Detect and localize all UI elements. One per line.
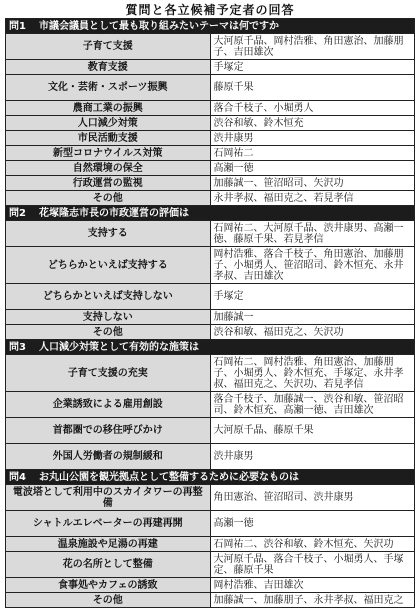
table-row [6,552,415,578]
table-row [6,34,415,60]
question-text: お丸山公園を観光拠点として整備するために必要なものは [39,471,299,483]
option-label: 自然環境の保全 [6,161,211,176]
option-label: 農商工業の振興 [6,101,211,116]
answer-candidates: 高瀬一徳 [210,511,415,537]
answer-candidates: 渋谷和敏、福田克之、矢沢功 [210,325,415,340]
answer-candidates: 岡村浩雅、吉田雄次 [210,578,415,593]
question-header-4 [6,470,415,485]
question-number: 問2 [9,207,26,219]
qa-table [5,18,415,608]
question-text: 市議会議員として最も取り組みたいテーマは何ですか [39,20,279,32]
option-label: 行政運営の監視 [6,176,211,191]
answer-candidates: 石岡祐二、渋谷和敏、鈴木恒充、矢沢功 [210,537,415,552]
answer-candidates: 大河原千晶、岡村浩雅、角田憲治、加藤朋子、吉田雄次 [210,34,415,60]
answer-candidates: 大河原千晶、藤原千果 [210,418,415,444]
answer-candidates: 石岡祐二、大河原千晶、渋井康男、高瀬一徳、藤原千果、若見孝信 [210,221,415,247]
table-row [6,284,415,310]
option-label: 温泉施設や足湯の再建 [6,537,211,552]
question-header-cell [6,340,415,355]
answer-candidates: 落合千枝子、小堀勇人 [210,101,415,116]
question-header-3 [6,340,415,355]
answer-candidates: 渋井康男 [210,444,415,470]
answer-candidates: 石岡祐二 [210,146,415,161]
table-row [6,75,415,101]
page-title: 質問と各立候補予定者の回答 [125,3,295,17]
option-label: その他 [6,191,211,206]
table-row [6,511,415,537]
question-header-cell [6,19,415,34]
question-number: 問1 [9,20,26,32]
table-row [6,325,415,340]
question-number: 問3 [9,341,26,353]
answer-candidates: 藤原千果 [210,75,415,101]
answer-candidates: 石岡祐二、岡村浩雅、角田憲治、加藤朋子、小堀勇人、鈴木恒充、手塚定、永井孝叔、福田克之、矢沢功、若見孝信 [210,355,415,392]
question-header-2 [6,206,415,221]
table-row [6,392,415,418]
table-row [6,176,415,191]
option-label: 新型コロナウイルス対策 [6,146,211,161]
option-label: 人口減少対策 [6,116,211,131]
option-label: その他 [6,325,211,340]
answer-candidates: 落合千枝子、加藤誠一、渋谷和敏、笹沼昭司、鈴木恒充、高瀬一徳、吉田雄次 [210,392,415,418]
table-row [6,146,415,161]
table-row [6,578,415,593]
table-row [6,355,415,392]
table-row [6,60,415,75]
option-label: その他 [6,593,211,608]
table-row [6,247,415,284]
answer-candidates: 永井孝叔、福田克之、若見孝信 [210,191,415,206]
table-row [6,191,415,206]
answer-candidates: 渋谷和敏、鈴木恒充 [210,116,415,131]
table-row [6,418,415,444]
option-label: どちらかといえば支持する [6,247,211,284]
question-text: 花塚隆志市長の市政運営の評価は [39,207,189,219]
option-label: 電波塔として利用中のスカイタワーの再整備 [6,485,211,511]
table-row [6,444,415,470]
option-label: 外国人労働者の規制緩和 [6,444,211,470]
answer-candidates: 加藤誠一、加藤朋子、永井孝叔、福田克之 [210,593,415,608]
option-label: シャトルエレベーターの再建再開 [6,511,211,537]
answer-candidates: 大河原千晶、落合千枝子、小堀勇人、手塚定、藤原千果 [210,552,415,578]
option-label: 教育支援 [6,60,211,75]
answer-candidates: 加藤誠一 [210,310,415,325]
question-header-1 [6,19,415,34]
option-label: 文化・芸術・スポーツ振興 [6,75,211,101]
option-label: 企業誘致による雇用創設 [6,392,211,418]
option-label: 子育て支援 [6,34,211,60]
option-label: 食事処やカフェの誘致 [6,578,211,593]
option-label: 首都圏での移住呼びかけ [6,418,211,444]
answer-candidates: 岡村浩雅、落合千枝子、角田憲治、加藤朋子、小堀勇人、笹沼昭司、鈴木恒充、永井孝叔、吉田雄次 [210,247,415,284]
option-label: 花の名所として整備 [6,552,211,578]
option-label: 子育て支援の充実 [6,355,211,392]
table-row [6,593,415,608]
answer-candidates: 手塚定 [210,60,415,75]
table-row [6,116,415,131]
answer-candidates: 角田憲治、笹沼昭司、渋井康男 [210,485,415,511]
question-header-cell [6,206,415,221]
table-row [6,101,415,116]
table-row [6,310,415,325]
answer-candidates: 渋井康男 [210,131,415,146]
table-row [6,161,415,176]
option-label: 支持しない [6,310,211,325]
answer-candidates: 加藤誠一、笹沼昭司、矢沢功 [210,176,415,191]
answer-candidates: 手塚定 [210,284,415,310]
table-row [6,131,415,146]
question-number: 問4 [9,471,26,483]
option-label: どちらかといえば支持しない [6,284,211,310]
table-row [6,537,415,552]
table-row [6,485,415,511]
question-text: 人口減少対策として有効的な施策は [39,341,199,353]
question-header-cell [6,470,415,485]
table-row [6,221,415,247]
option-label: 市民活動支援 [6,131,211,146]
answer-candidates: 高瀬一徳 [210,161,415,176]
option-label: 支持する [6,221,211,247]
